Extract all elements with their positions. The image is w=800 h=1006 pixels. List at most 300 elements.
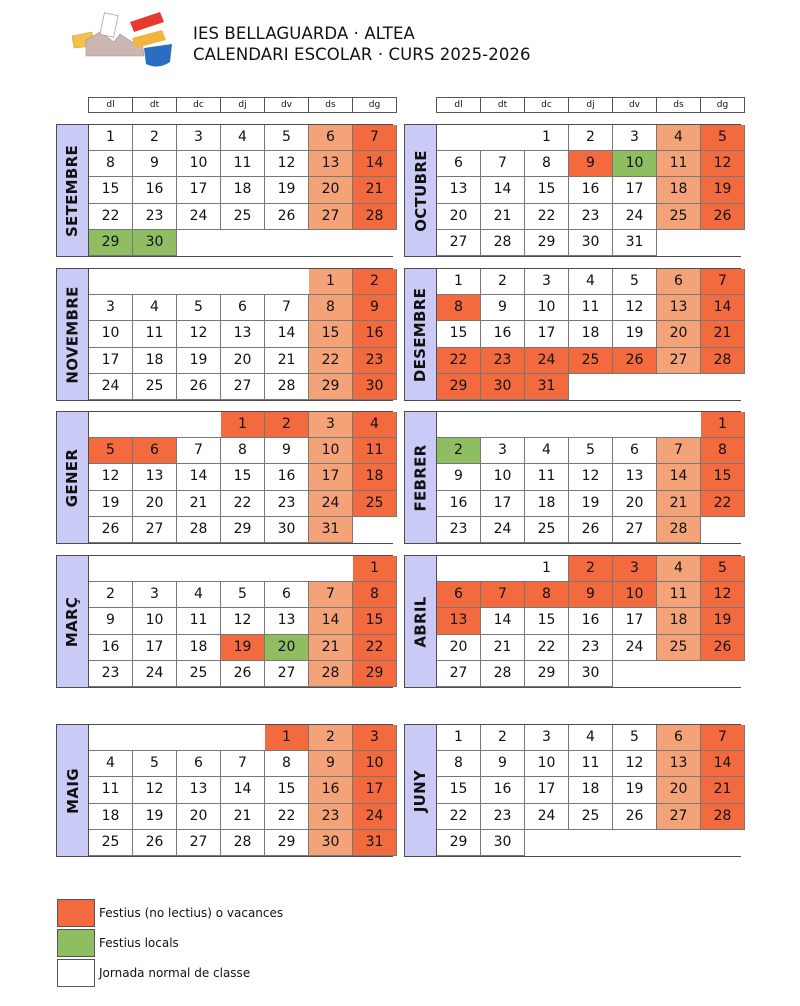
- day-cell: 20: [265, 635, 309, 661]
- day-cell: 24: [481, 517, 525, 543]
- day-cell: 26: [177, 374, 221, 400]
- day-cell: 8: [265, 751, 309, 777]
- month-grid: [89, 556, 393, 687]
- day-cell: 10: [613, 151, 657, 177]
- month-name: GENER: [63, 448, 82, 507]
- empty-cell: [309, 556, 353, 582]
- day-cell: 6: [177, 751, 221, 777]
- day-cell: 28: [481, 661, 525, 687]
- day-cell: 27: [177, 830, 221, 856]
- day-cell: 22: [525, 204, 569, 230]
- month-block: [404, 268, 741, 401]
- day-cell: 11: [569, 295, 613, 321]
- day-cell: 30: [133, 230, 177, 256]
- day-cell: 26: [701, 204, 745, 230]
- day-cell: 19: [133, 804, 177, 830]
- day-cell: 9: [569, 582, 613, 608]
- day-cell: 14: [309, 608, 353, 634]
- day-cell: 7: [657, 438, 701, 464]
- day-cell: 17: [613, 608, 657, 634]
- empty-cell: [133, 556, 177, 582]
- day-cell: 21: [481, 204, 525, 230]
- empty-cell: [701, 230, 745, 256]
- month-grid: [89, 412, 393, 543]
- day-cell: 11: [525, 464, 569, 490]
- weekday-header-right: [436, 97, 745, 113]
- empty-cell: [133, 725, 177, 751]
- day-cell: 16: [481, 777, 525, 803]
- weekday-label: ds: [309, 98, 353, 112]
- day-cell: 18: [569, 321, 613, 347]
- empty-cell: [177, 230, 221, 256]
- day-cell: 23: [569, 204, 613, 230]
- weekday-label: dj: [221, 98, 265, 112]
- day-cell: 19: [613, 321, 657, 347]
- day-cell: 12: [221, 608, 265, 634]
- month-label: [405, 725, 437, 856]
- day-cell: 18: [353, 464, 397, 490]
- weekday-label: dj: [569, 98, 613, 112]
- day-cell: 24: [177, 204, 221, 230]
- day-cell: 4: [525, 438, 569, 464]
- day-cell: 17: [133, 635, 177, 661]
- day-cell: 31: [613, 230, 657, 256]
- day-cell: 17: [525, 321, 569, 347]
- weekday-label: dc: [177, 98, 221, 112]
- month-grid: [89, 125, 393, 256]
- day-cell: 19: [569, 491, 613, 517]
- day-cell: 25: [525, 517, 569, 543]
- empty-cell: [701, 661, 745, 687]
- day-cell: 18: [177, 635, 221, 661]
- day-cell: 28: [657, 517, 701, 543]
- weekday-label: dg: [353, 98, 397, 112]
- empty-cell: [569, 374, 613, 400]
- day-cell: 26: [89, 517, 133, 543]
- day-cell: 26: [701, 635, 745, 661]
- month-label: [57, 556, 89, 687]
- empty-cell: [569, 412, 613, 438]
- day-cell: 21: [353, 177, 397, 203]
- day-cell: 22: [437, 348, 481, 374]
- day-cell: 31: [309, 517, 353, 543]
- day-cell: 21: [481, 635, 525, 661]
- day-cell: 11: [89, 777, 133, 803]
- day-cell: 24: [525, 348, 569, 374]
- day-cell: 16: [437, 491, 481, 517]
- empty-cell: [89, 412, 133, 438]
- day-cell: 12: [701, 582, 745, 608]
- day-cell: 16: [89, 635, 133, 661]
- day-cell: 22: [701, 491, 745, 517]
- day-cell: 8: [221, 438, 265, 464]
- day-cell: 27: [437, 230, 481, 256]
- day-cell: 16: [481, 321, 525, 347]
- day-cell: 3: [133, 582, 177, 608]
- day-cell: 15: [437, 777, 481, 803]
- day-cell: 23: [309, 804, 353, 830]
- day-cell: 14: [657, 464, 701, 490]
- day-cell: 11: [221, 151, 265, 177]
- empty-cell: [701, 374, 745, 400]
- day-cell: 23: [481, 804, 525, 830]
- day-cell: 12: [133, 777, 177, 803]
- day-cell: 25: [133, 374, 177, 400]
- month-label: [405, 412, 437, 543]
- day-cell: 17: [525, 777, 569, 803]
- day-cell: 18: [525, 491, 569, 517]
- day-cell: 6: [437, 582, 481, 608]
- day-cell: 22: [437, 804, 481, 830]
- day-cell: 7: [481, 582, 525, 608]
- weekday-label: dt: [133, 98, 177, 112]
- day-cell: 2: [437, 438, 481, 464]
- day-cell: 14: [265, 321, 309, 347]
- day-cell: 23: [481, 348, 525, 374]
- day-cell: 8: [89, 151, 133, 177]
- legend-item-holiday: [57, 899, 283, 927]
- day-cell: 13: [437, 177, 481, 203]
- empty-cell: [701, 830, 745, 856]
- day-cell: 30: [481, 374, 525, 400]
- empty-cell: [437, 556, 481, 582]
- month-grid: [437, 556, 741, 687]
- day-cell: 22: [89, 204, 133, 230]
- day-cell: 2: [89, 582, 133, 608]
- day-cell: 24: [613, 635, 657, 661]
- day-cell: 12: [265, 151, 309, 177]
- day-cell: 5: [613, 725, 657, 751]
- empty-cell: [265, 556, 309, 582]
- day-cell: 5: [133, 751, 177, 777]
- day-cell: 2: [569, 556, 613, 582]
- day-cell: 8: [437, 295, 481, 321]
- day-cell: 1: [353, 556, 397, 582]
- day-cell: 13: [437, 608, 481, 634]
- day-cell: 13: [133, 464, 177, 490]
- day-cell: 19: [613, 777, 657, 803]
- day-cell: 18: [569, 777, 613, 803]
- day-cell: 2: [133, 125, 177, 151]
- day-cell: 10: [177, 151, 221, 177]
- empty-cell: [525, 412, 569, 438]
- day-cell: 15: [525, 177, 569, 203]
- day-cell: 17: [309, 464, 353, 490]
- day-cell: 27: [309, 204, 353, 230]
- day-cell: 2: [353, 269, 397, 295]
- day-cell: 5: [265, 125, 309, 151]
- day-cell: 17: [89, 348, 133, 374]
- day-cell: 2: [569, 125, 613, 151]
- day-cell: 30: [265, 517, 309, 543]
- day-cell: 13: [613, 464, 657, 490]
- day-cell: 25: [657, 635, 701, 661]
- month-block: [404, 724, 741, 857]
- day-cell: 12: [177, 321, 221, 347]
- day-cell: 26: [613, 804, 657, 830]
- day-cell: 19: [177, 348, 221, 374]
- day-cell: 21: [221, 804, 265, 830]
- month-label: [57, 412, 89, 543]
- day-cell: 21: [177, 491, 221, 517]
- day-cell: 16: [353, 321, 397, 347]
- day-cell: 11: [353, 438, 397, 464]
- day-cell: 23: [89, 661, 133, 687]
- day-cell: 7: [481, 151, 525, 177]
- weekday-header-left: [88, 97, 397, 113]
- day-cell: 13: [221, 321, 265, 347]
- month-grid: [89, 725, 393, 856]
- day-cell: 26: [221, 661, 265, 687]
- day-cell: 17: [613, 177, 657, 203]
- day-cell: 21: [309, 635, 353, 661]
- day-cell: 7: [701, 725, 745, 751]
- day-cell: 15: [701, 464, 745, 490]
- empty-cell: [657, 412, 701, 438]
- day-cell: 26: [569, 517, 613, 543]
- day-cell: 23: [353, 348, 397, 374]
- day-cell: 27: [613, 517, 657, 543]
- month-label: [57, 725, 89, 856]
- day-cell: 19: [701, 608, 745, 634]
- month-name: MARÇ: [63, 596, 82, 647]
- day-cell: 29: [437, 830, 481, 856]
- day-cell: 13: [265, 608, 309, 634]
- legend-swatch-normal: [57, 959, 95, 987]
- day-cell: 6: [657, 269, 701, 295]
- day-cell: 17: [481, 491, 525, 517]
- day-cell: 5: [177, 295, 221, 321]
- day-cell: 25: [353, 491, 397, 517]
- day-cell: 11: [657, 151, 701, 177]
- day-cell: 21: [701, 321, 745, 347]
- month-grid: [437, 125, 741, 256]
- day-cell: 11: [133, 321, 177, 347]
- day-cell: 10: [481, 464, 525, 490]
- weekday-label: dc: [525, 98, 569, 112]
- day-cell: 8: [309, 295, 353, 321]
- day-cell: 23: [133, 204, 177, 230]
- day-cell: 16: [133, 177, 177, 203]
- day-cell: 4: [353, 412, 397, 438]
- day-cell: 14: [701, 295, 745, 321]
- empty-cell: [657, 374, 701, 400]
- day-cell: 28: [353, 204, 397, 230]
- day-cell: 9: [481, 751, 525, 777]
- day-cell: 3: [89, 295, 133, 321]
- day-cell: 20: [437, 635, 481, 661]
- empty-cell: [437, 412, 481, 438]
- empty-cell: [613, 374, 657, 400]
- day-cell: 31: [525, 374, 569, 400]
- day-cell: 30: [569, 230, 613, 256]
- empty-cell: [221, 269, 265, 295]
- day-cell: 22: [353, 635, 397, 661]
- empty-cell: [481, 412, 525, 438]
- day-cell: 23: [569, 635, 613, 661]
- day-cell: 24: [353, 804, 397, 830]
- day-cell: 12: [569, 464, 613, 490]
- day-cell: 9: [437, 464, 481, 490]
- day-cell: 20: [221, 348, 265, 374]
- day-cell: 26: [133, 830, 177, 856]
- day-cell: 5: [701, 556, 745, 582]
- day-cell: 6: [657, 725, 701, 751]
- empty-cell: [133, 412, 177, 438]
- weekday-label: dl: [437, 98, 481, 112]
- empty-cell: [657, 661, 701, 687]
- empty-cell: [265, 269, 309, 295]
- month-label: [405, 556, 437, 687]
- empty-cell: [177, 412, 221, 438]
- day-cell: 17: [353, 777, 397, 803]
- weekday-label: dt: [481, 98, 525, 112]
- day-cell: 8: [437, 751, 481, 777]
- day-cell: 14: [481, 177, 525, 203]
- day-cell: 14: [177, 464, 221, 490]
- day-cell: 13: [177, 777, 221, 803]
- day-cell: 29: [309, 374, 353, 400]
- day-cell: 4: [569, 269, 613, 295]
- day-cell: 8: [353, 582, 397, 608]
- day-cell: 4: [657, 556, 701, 582]
- empty-cell: [89, 725, 133, 751]
- day-cell: 28: [309, 661, 353, 687]
- day-cell: 11: [177, 608, 221, 634]
- day-cell: 26: [613, 348, 657, 374]
- day-cell: 19: [265, 177, 309, 203]
- day-cell: 13: [657, 295, 701, 321]
- day-cell: 1: [437, 269, 481, 295]
- empty-cell: [657, 230, 701, 256]
- day-cell: 6: [221, 295, 265, 321]
- empty-cell: [265, 230, 309, 256]
- day-cell: 7: [309, 582, 353, 608]
- day-cell: 15: [265, 777, 309, 803]
- day-cell: 5: [89, 438, 133, 464]
- day-cell: 14: [221, 777, 265, 803]
- day-cell: 15: [353, 608, 397, 634]
- day-cell: 19: [701, 177, 745, 203]
- month-name: ABRIL: [411, 595, 430, 648]
- day-cell: 29: [437, 374, 481, 400]
- day-cell: 5: [221, 582, 265, 608]
- day-cell: 9: [309, 751, 353, 777]
- day-cell: 24: [89, 374, 133, 400]
- day-cell: 22: [309, 348, 353, 374]
- empty-cell: [569, 830, 613, 856]
- empty-cell: [481, 125, 525, 151]
- day-cell: 28: [701, 804, 745, 830]
- month-grid: [437, 269, 741, 400]
- day-cell: 9: [133, 151, 177, 177]
- day-cell: 6: [265, 582, 309, 608]
- day-cell: 15: [89, 177, 133, 203]
- month-block: [56, 555, 393, 688]
- day-cell: 15: [221, 464, 265, 490]
- day-cell: 8: [525, 151, 569, 177]
- day-cell: 5: [701, 125, 745, 151]
- day-cell: 11: [657, 582, 701, 608]
- weekday-label: dg: [701, 98, 745, 112]
- day-cell: 25: [569, 804, 613, 830]
- weekday-label: ds: [657, 98, 701, 112]
- empty-cell: [309, 230, 353, 256]
- day-cell: 28: [265, 374, 309, 400]
- month-grid: [89, 269, 393, 400]
- day-cell: 10: [133, 608, 177, 634]
- month-block: [56, 268, 393, 401]
- empty-cell: [437, 125, 481, 151]
- day-cell: 12: [613, 295, 657, 321]
- day-cell: 29: [221, 517, 265, 543]
- day-cell: 27: [657, 804, 701, 830]
- day-cell: 31: [353, 830, 397, 856]
- day-cell: 20: [657, 777, 701, 803]
- day-cell: 17: [177, 177, 221, 203]
- day-cell: 30: [353, 374, 397, 400]
- day-cell: 10: [525, 751, 569, 777]
- day-cell: 7: [265, 295, 309, 321]
- day-cell: 21: [701, 777, 745, 803]
- day-cell: 16: [569, 177, 613, 203]
- weekday-label: dv: [613, 98, 657, 112]
- empty-cell: [657, 830, 701, 856]
- day-cell: 25: [221, 204, 265, 230]
- day-cell: 1: [265, 725, 309, 751]
- day-cell: 25: [89, 830, 133, 856]
- empty-cell: [481, 556, 525, 582]
- day-cell: 8: [525, 582, 569, 608]
- day-cell: 1: [701, 412, 745, 438]
- day-cell: 25: [177, 661, 221, 687]
- day-cell: 3: [353, 725, 397, 751]
- day-cell: 29: [265, 830, 309, 856]
- month-label: [57, 125, 89, 256]
- day-cell: 4: [133, 295, 177, 321]
- day-cell: 29: [525, 230, 569, 256]
- day-cell: 18: [221, 177, 265, 203]
- day-cell: 9: [265, 438, 309, 464]
- day-cell: 30: [569, 661, 613, 687]
- day-cell: 28: [701, 348, 745, 374]
- empty-cell: [613, 661, 657, 687]
- day-cell: 27: [221, 374, 265, 400]
- day-cell: 27: [265, 661, 309, 687]
- day-cell: 7: [701, 269, 745, 295]
- day-cell: 19: [89, 491, 133, 517]
- month-block: [56, 724, 393, 857]
- day-cell: 29: [525, 661, 569, 687]
- day-cell: 22: [265, 804, 309, 830]
- day-cell: 13: [309, 151, 353, 177]
- day-cell: 2: [265, 412, 309, 438]
- day-cell: 20: [133, 491, 177, 517]
- day-cell: 18: [89, 804, 133, 830]
- day-cell: 10: [525, 295, 569, 321]
- legend-label-local: Festius locals: [99, 936, 179, 950]
- empty-cell: [89, 556, 133, 582]
- day-cell: 10: [613, 582, 657, 608]
- day-cell: 28: [481, 230, 525, 256]
- day-cell: 19: [221, 635, 265, 661]
- day-cell: 23: [265, 491, 309, 517]
- day-cell: 9: [569, 151, 613, 177]
- day-cell: 3: [481, 438, 525, 464]
- day-cell: 9: [353, 295, 397, 321]
- month-name: OCTUBRE: [411, 149, 430, 232]
- day-cell: 26: [265, 204, 309, 230]
